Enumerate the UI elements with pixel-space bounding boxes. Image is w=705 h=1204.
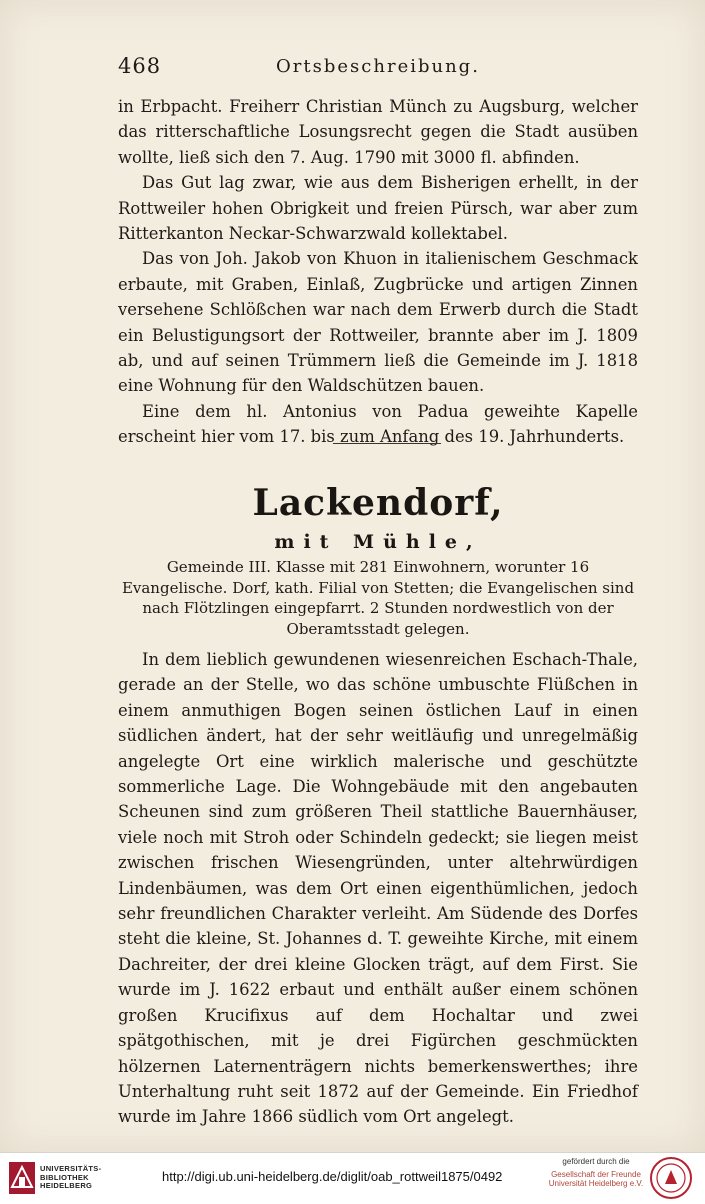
body-text-top — [118, 94, 638, 450]
paragraph: Das Gut lag zwar, wie aus dem Bisherigen erhellt, in der Rottweiler hohen Obrigkeit und freien Pürsch, war aber zum Ritterkanton Neckar-Schwarzwald kollektabel. — [118, 173, 638, 244]
body-text-bottom — [118, 647, 638, 1130]
sponsor-note — [548, 1157, 644, 1189]
paragraph: Eine dem hl. Antonius von Padua geweihte Kapelle erscheint hier vom 17. bis zum Anfang des 19. Jahrhunderts. — [118, 401, 638, 447]
sponsor-line: gefördert durch die — [562, 1157, 630, 1166]
running-header — [118, 54, 638, 84]
paragraph: Das von Joh. Jakob von Khuon in italienischem Geschmack erbaute, mit Graben, Einlaß, Zugbrücke und artigen Zinnen versehene Schlößchen war nach dem Erwerb durch die Stadt ein Belustigungsort der Rottweiler, brannte aber im J. 1809 ab, und auf seinen Trümmern ließ die Gemeinde im J. 1818 eine Wohnung für den Waldschützen bauen. — [118, 249, 638, 396]
sponsor-line: Universität Heidelberg e.V. — [548, 1179, 644, 1189]
footer-bar — [0, 1152, 705, 1204]
paragraph: in Erbpacht. Freiherr Christian Münch zu Augsburg, welcher das ritterschaftliche Losungsrecht gegen die Stadt ausüben wollte, ließ sich den 7. Aug. 1790 mit 3000 fl. abfinden. — [118, 97, 638, 167]
paragraph: In dem lieblich gewundenen wiesenreichen Eschach-Thale, gerade an der Stelle, wo das schöne umbuschte Flüßchen in einem anmuthigen Bogen seinen östlichen Lauf in einen südlichen ändert, hat der sehr weitläufig und unregelmäßig angelegte Ort eine wirklich malerische und geschützte sommerliche Lage. Die Wohngebäude mit den angebauten Scheunen sind zum größeren Theil stattliche Bauernhäuser, viele noch mit Stroh oder Schindeln gedeckt; sie liegen meist zwischen frischen Wiesengründen, unter altehrwürdigen Lindenbäumen, was dem Ort einen eigenthümlichen, jedoch sehr freundlichen Charakter verleiht. Am Südende des Dorfes steht die kleine, St. Johannes d. T. geweihte Kirche, mit einem Dachreiter, der drei kleine Glocken trägt, auf dem First. Sie wurde im J. 1622 erbaut und enthält außer einem schönen großen Krucifixus auf dem Hochaltar und zwei spätgothischen, mit je drei Figürchen geschmückten hölzernen Laternenträgern nichts bemerkenswerthes; ihre Unterhaltung ruht seit 1872 auf der Gemeinde. Ein Friedhof wurde im Jahre 1866 südlich vom Ort angelegt. — [118, 650, 638, 1127]
library-logo-text: UNIVERSITÄTS- BIBLIOTHEK HEIDELBERG — [40, 1164, 102, 1191]
page-number: 468 — [118, 54, 162, 78]
sponsor-line: Gesellschaft der Freunde — [551, 1169, 641, 1179]
section-title: Lackendorf, — [252, 482, 504, 524]
section-subtitle: mit Mühle, — [274, 531, 482, 553]
section-info: Gemeinde III. Klasse mit 281 Einwohnern, worunter 16 Evangelische. Dorf, kath. Filial von Stetten; die Evangelischen sind nach Flötzlingen eingepfarrt. 2 Stunden nordwestlich von der Oberamtsstadt gelegen. — [121, 558, 635, 638]
section-divider — [333, 443, 441, 444]
university-seal-icon[interactable] — [649, 1156, 693, 1200]
running-title: Ortsbeschreibung. — [276, 56, 480, 77]
source-url-link[interactable]: http://digi.ub.uni-heidelberg.de/diglit/oab_rottweil1875/0492 — [162, 1169, 503, 1184]
library-emblem-icon — [8, 1161, 36, 1195]
university-library-logo[interactable] — [8, 1161, 36, 1195]
